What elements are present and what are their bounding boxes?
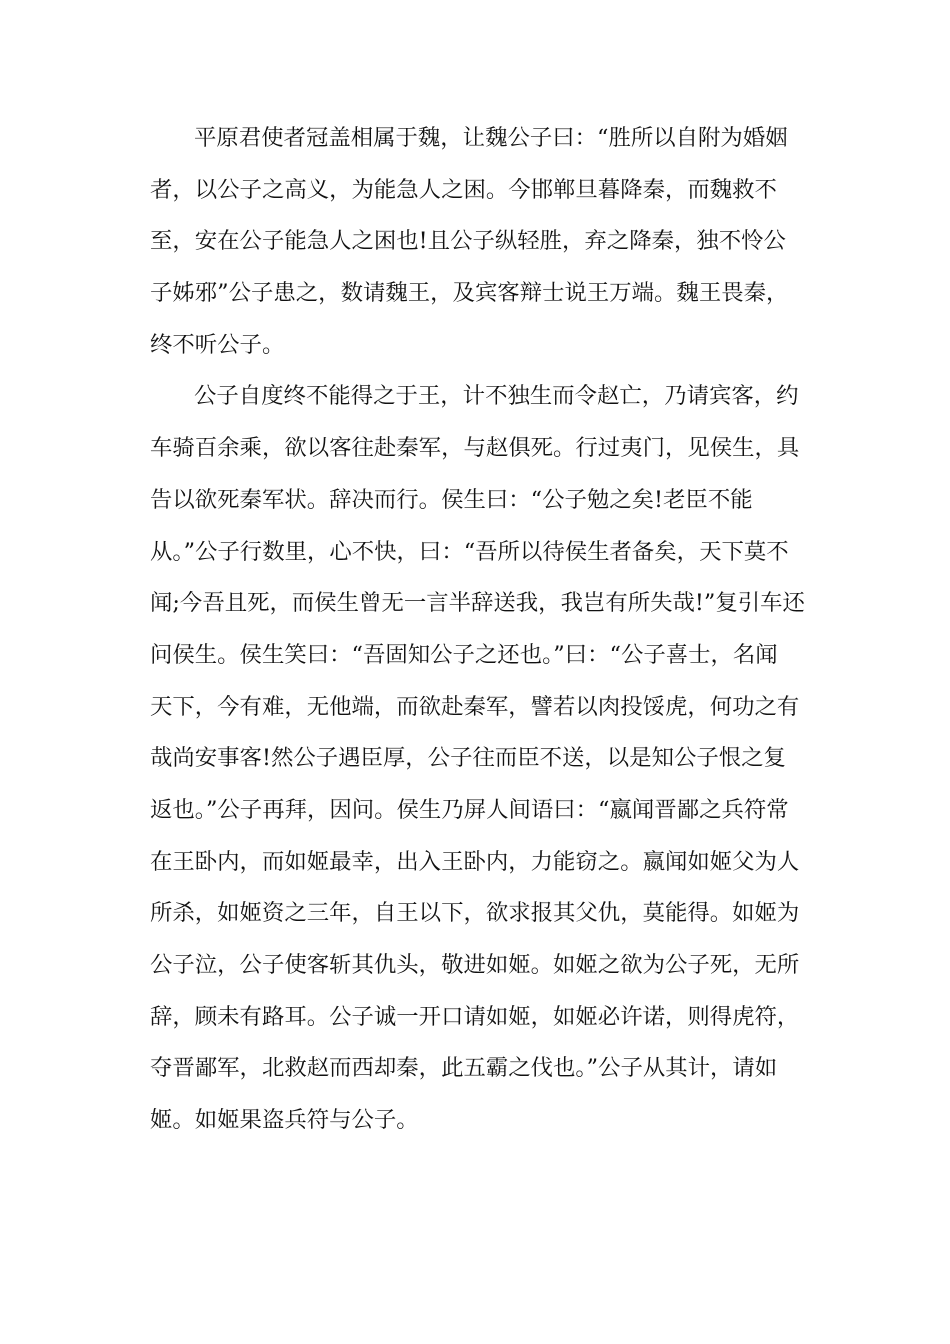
paragraph-2 [150,371,805,1146]
text-line: 问侯生。侯生笑曰：“吾固知公子之还也。”曰：“公子喜士，名闻 [150,641,778,668]
text-line: 公子泣，公子使客斩其仇头，敬进如姬。如姬之欲为公子死，无所 [150,952,800,978]
document-body [150,113,805,1147]
text-line: 夺晋鄙军，北救赵而西却秦，此五霸之伐也。”公子从其计，请如 [150,1055,778,1082]
text-line: 至，安在公子能急人之困也!且公子纵轻胜，弃之降秦，独不怜公 [150,228,786,255]
text-line: 闻;今吾且死，而侯生曾无一言半辞送我，我岂有所失哉!”复引车还 [150,590,805,617]
text-line: 从。”公子行数里，心不快，曰：“吾所以待侯生者备矣，天下莫不 [150,538,789,565]
text-line: 辞，顾未有路耳。公子诚一开口请如姬，如姬必许诺，则得虎符， [150,1003,800,1030]
text-line: 公子自度终不能得之于王，计不独生而令赵亡，乃请宾客，约 [194,383,799,410]
text-line: 哉尚安事客!然公子遇臣厚，公子往而臣不送，以是知公子恨之复 [150,745,786,772]
text-line: 平原君使者冠盖相属于魏，让魏公子曰：“胜所以自附为婚姻 [194,125,788,151]
text-line: 者，以公子之高义，为能急人之困。今邯郸旦暮降秦，而魏救不 [150,176,777,203]
text-line: 天下，今有难，无他端，而欲赴秦军，譬若以肉投馁虎，何功之有 [150,693,800,720]
paragraph-1 [150,113,805,371]
text-line: 子姊邪”公子患之，数请魏王，及宾客辩士说王万端。魏王畏秦， [150,280,789,307]
text-line: 返也。”公子再拜，因问。侯生乃屏人间语曰：“嬴闻晋鄙之兵符常 [150,796,789,823]
text-line: 告以欲死秦军状。辞决而行。侯生曰：“公子勉之矣!老臣不能 [150,486,753,513]
text-line: 在王卧内，而如姬最幸，出入王卧内，力能窃之。嬴闻如姬父为人 [150,848,800,875]
text-line: 终不听公子。 [150,331,285,358]
text-line: 姬。如姬果盗兵符与公子。 [150,1107,419,1134]
text-line: 车骑百余乘，欲以客往赴秦军，与赵俱死。行过夷门，见侯生，具 [150,435,800,462]
text-line: 所杀，如姬资之三年，自王以下，欲求报其父仇，莫能得。如姬为 [150,900,800,927]
